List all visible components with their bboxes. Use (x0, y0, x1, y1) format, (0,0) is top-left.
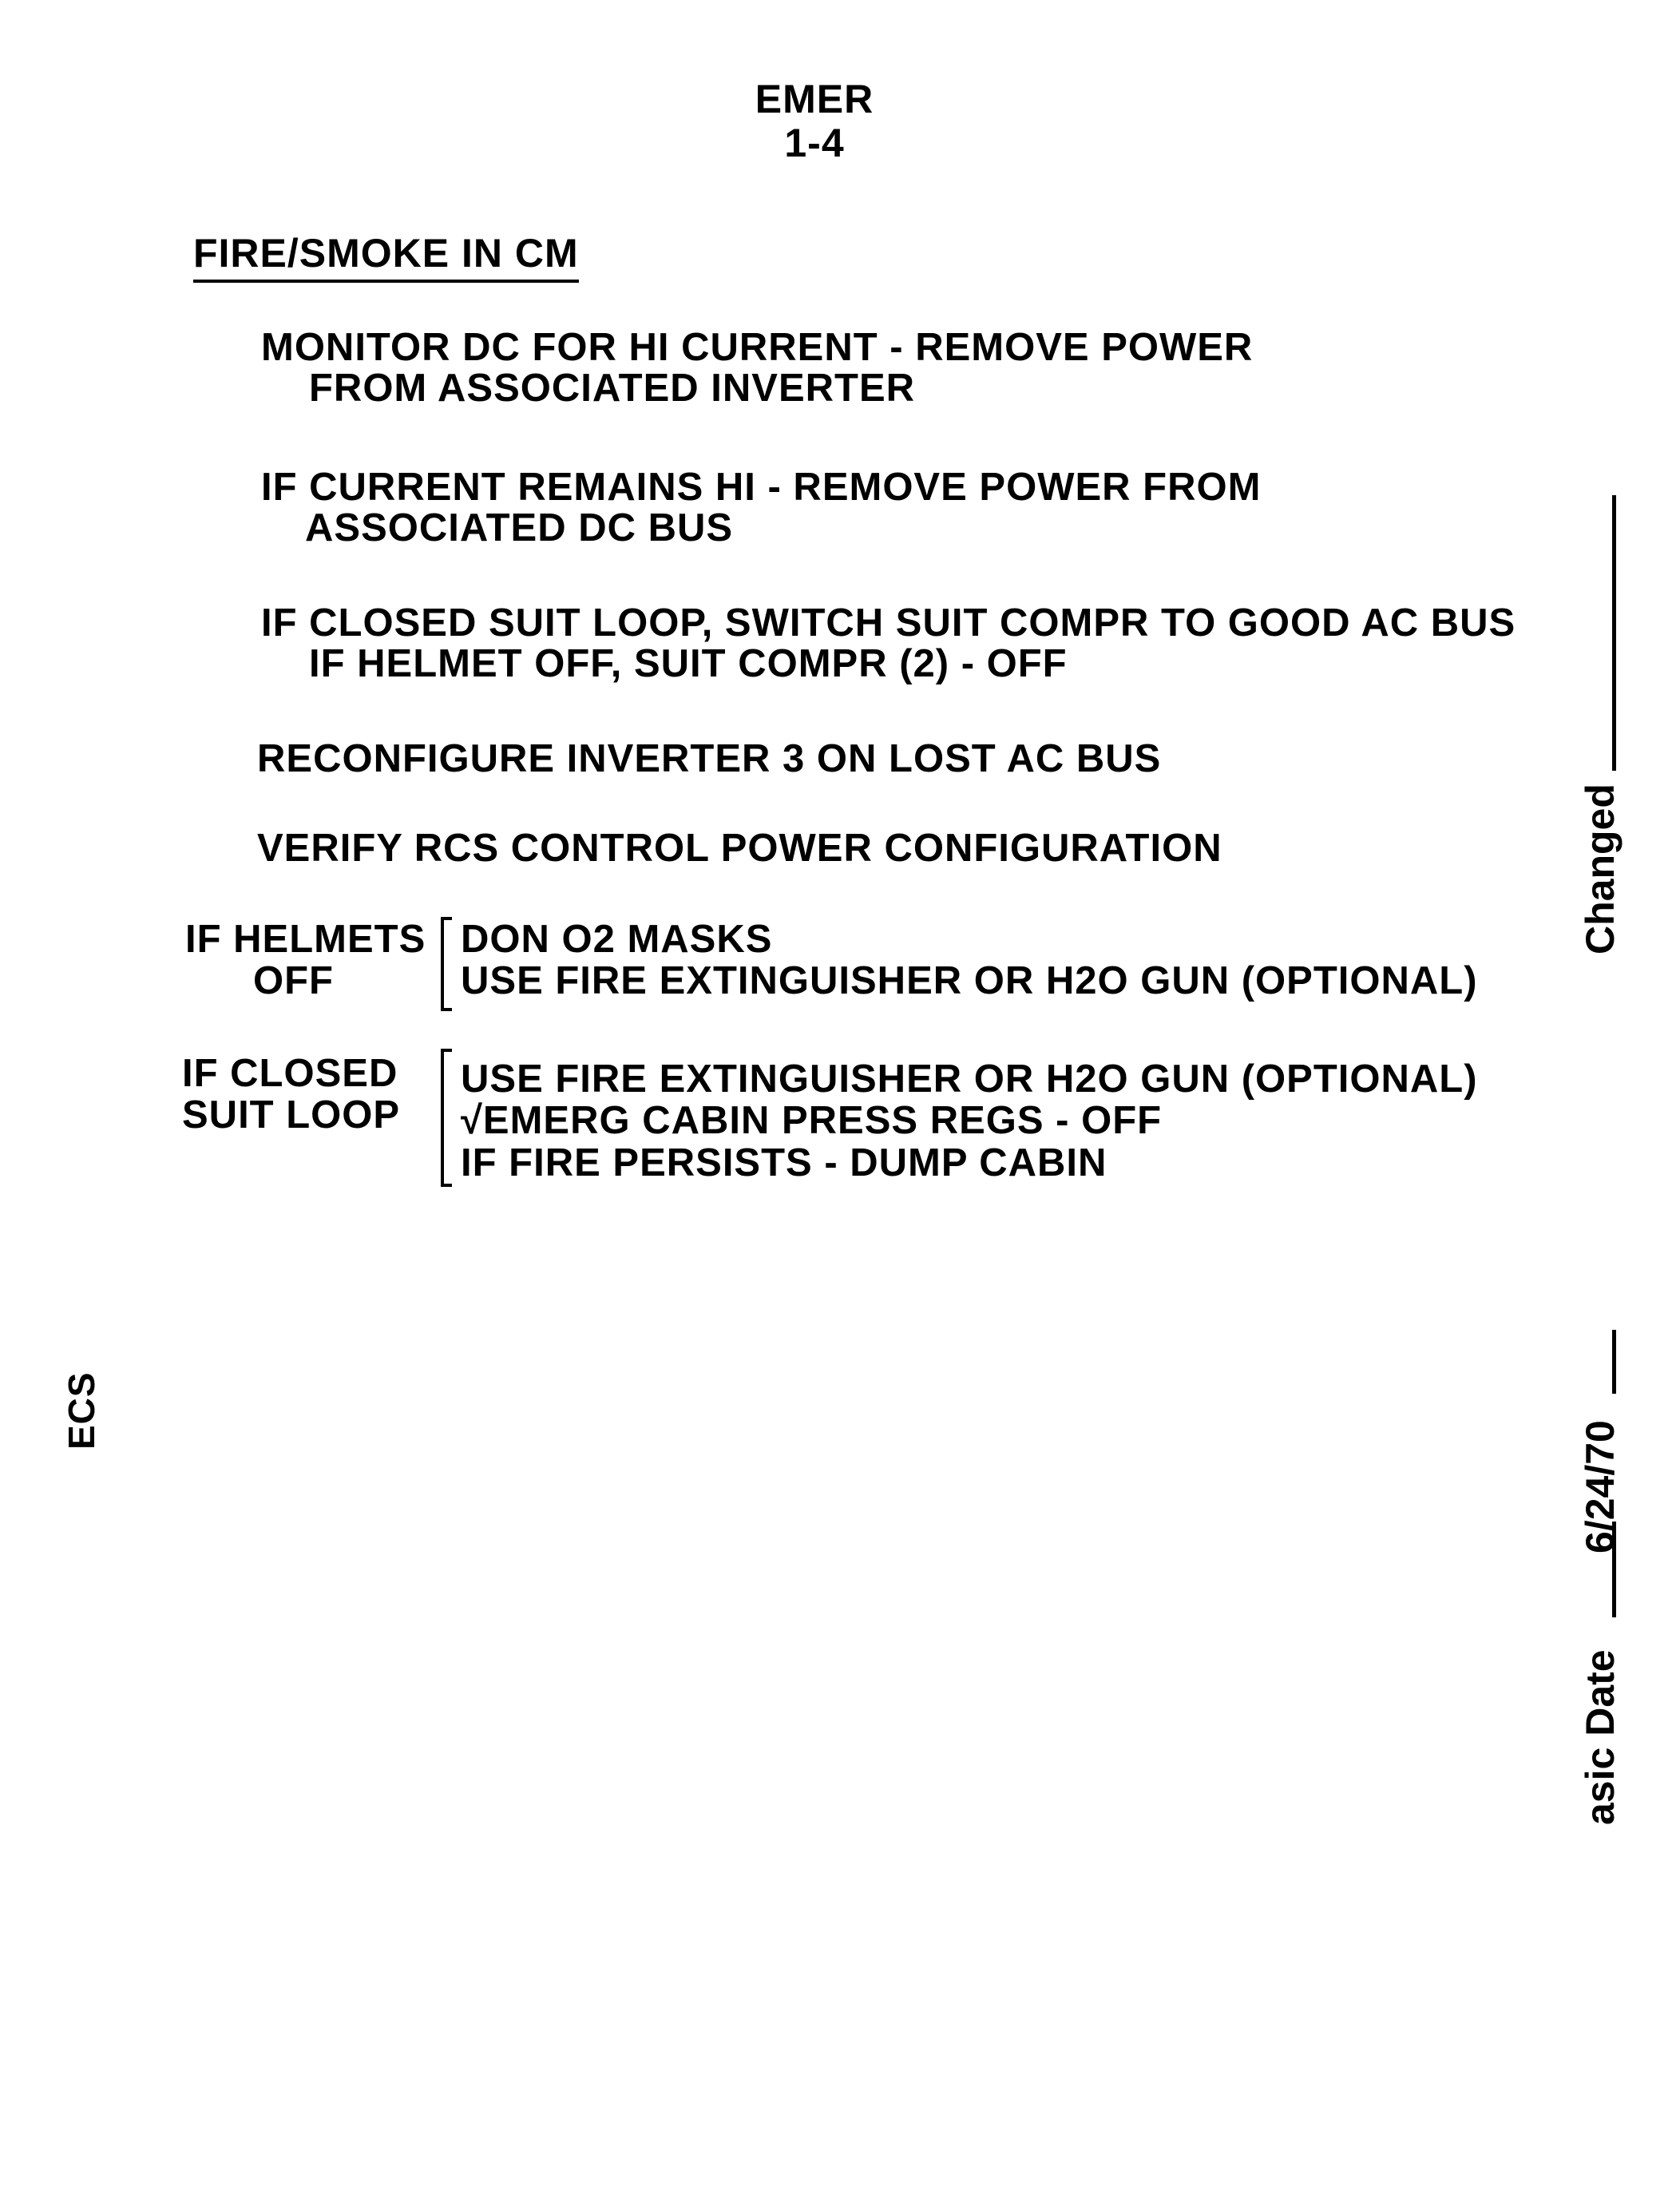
step-5-line1: VERIFY RCS CONTROL POWER CONFIGURATION (257, 827, 1222, 870)
procedure-title: FIRE/SMOKE IN CM (193, 230, 579, 283)
condition-1-label-line2: OFF (253, 959, 334, 1003)
condition-2-bracket (441, 1049, 452, 1187)
condition-1-bracket (441, 917, 452, 1011)
side-tab-ecs: ECS (61, 1371, 102, 1450)
condition-1-label-line1: IF HELMETS (185, 918, 426, 961)
condition-2-action-3: IF FIRE PERSISTS - DUMP CABIN (461, 1141, 1107, 1184)
page-number: 1-4 (784, 121, 845, 165)
condition-2-label-line2: SUIT LOOP (182, 1093, 401, 1137)
step-3 (261, 603, 1516, 685)
step-1-line1: MONITOR DC FOR HI CURRENT - REMOVE POWER (261, 326, 1254, 369)
condition-closed-suit-loop-label (182, 1053, 400, 1137)
condition-1-actions (461, 919, 1478, 1002)
step-5 (257, 828, 1222, 869)
step-4 (257, 739, 1161, 780)
basic-date-line-top (1612, 1330, 1616, 1394)
changed-line (1612, 495, 1616, 771)
condition-2-actions (461, 1058, 1478, 1184)
step-1-line2: FROM ASSOCIATED INVERTER (309, 367, 916, 411)
step-1 (261, 327, 1253, 410)
condition-2-action-1: USE FIRE EXTINGUISHER OR H2O GUN (OPTIONAL) (461, 1057, 1478, 1101)
step-4-line1: RECONFIGURE INVERTER 3 ON LOST AC BUS (257, 737, 1162, 780)
basic-date-label: asic Date (1578, 1649, 1623, 1825)
step-2-line1: IF CURRENT REMAINS HI - REMOVE POWER FROM (261, 466, 1262, 509)
step-3-line1: IF CLOSED SUIT LOOP, SWITCH SUIT COMPR TO GOOD AC BUS (261, 601, 1516, 645)
step-2-line2: ASSOCIATED DC BUS (305, 506, 734, 550)
step-2 (261, 467, 1261, 550)
condition-1-action-1: DON O2 MASKS (461, 918, 773, 961)
condition-1-action-2: USE FIRE EXTINGUISHER OR H2O GUN (OPTIONAL) (461, 959, 1478, 1003)
step-3-line2: IF HELMET OFF, SUIT COMPR (2) - OFF (309, 642, 1068, 686)
condition-2-label-line1: IF CLOSED (182, 1052, 398, 1095)
changed-label: Changed (1578, 784, 1623, 954)
condition-helmets-off-label (185, 919, 426, 1002)
basic-date-value: 6/24/70 (1578, 1420, 1623, 1553)
condition-2-action-2: √EMERG CABIN PRESS REGS - OFF (461, 1099, 1163, 1143)
section-header: EMER (755, 77, 874, 121)
